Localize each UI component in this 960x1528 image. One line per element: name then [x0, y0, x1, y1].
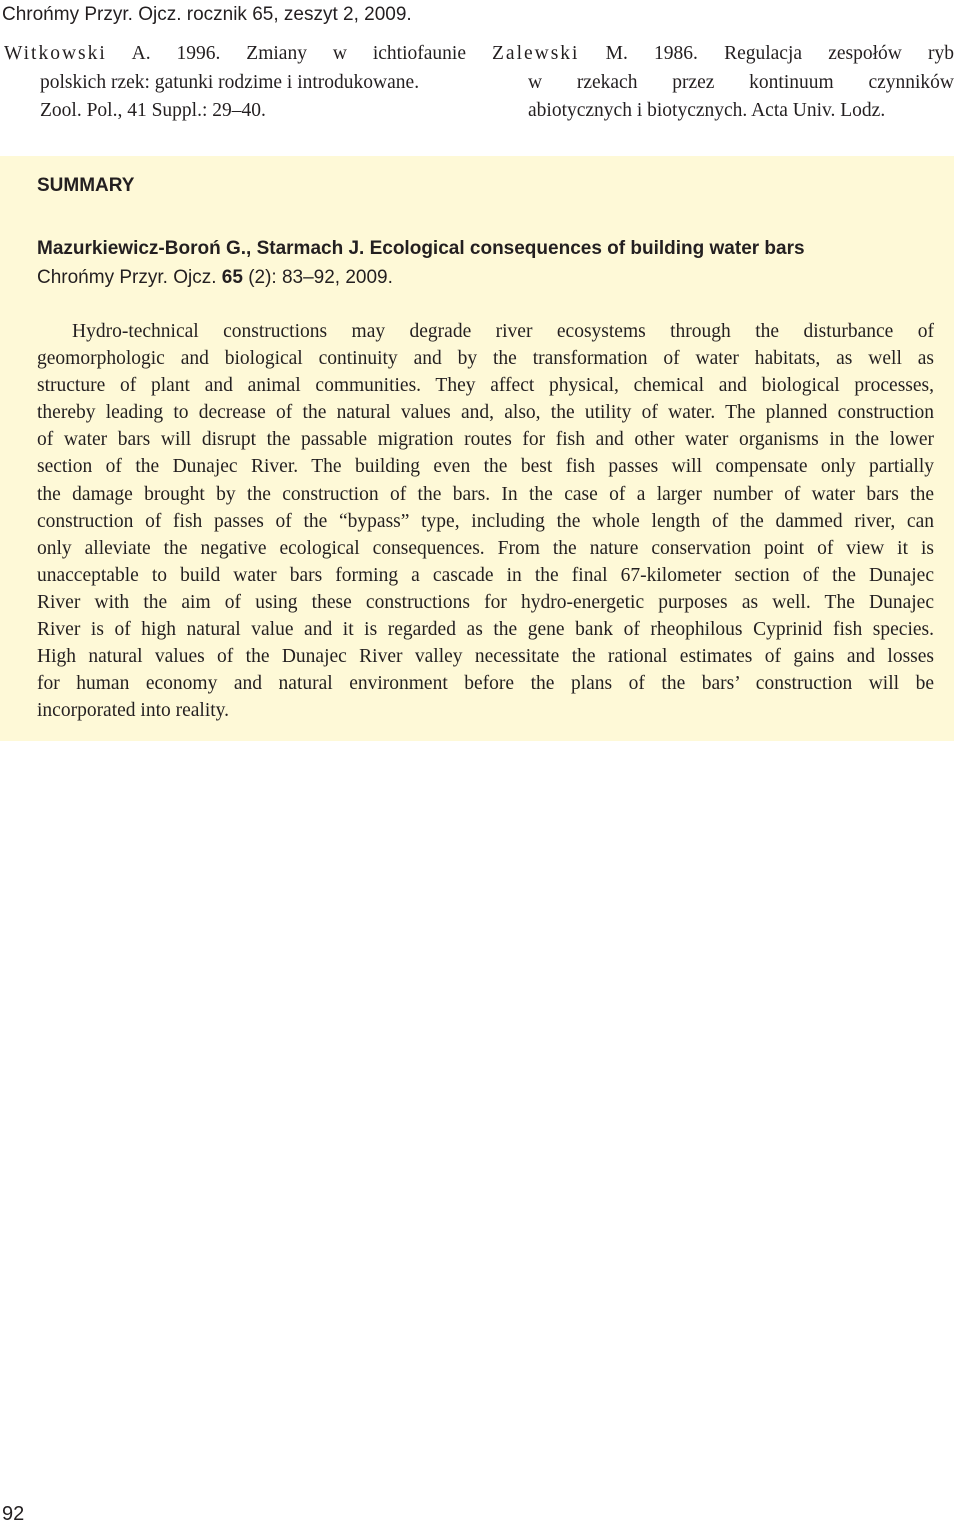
references-section — [0, 40, 960, 130]
reference-text: A. 1996. Zmiany w ichtiofaunie — [131, 43, 466, 64]
citation-volume: 65 — [221, 267, 243, 288]
reference-witkowski — [4, 40, 466, 126]
reference-text: M. 1986. Regulacja zespołów ryb — [605, 43, 954, 64]
abstract-line: High natural values of the Dunajec River valley necessitate the rational estimates of gains and losses — [37, 646, 934, 668]
abstract-line: River is of high natural value and it is regarded as the gene bank of rheophilous Cyprinid fish species. — [37, 619, 934, 641]
reference-author: Witkowski — [4, 43, 107, 64]
running-header: Chrońmy Przyr. Ojcz. rocznik 65, zeszyt 2, 2009. — [2, 4, 412, 25]
abstract-line: structure of plant and animal communities. They affect physical, chemical and biological processes, — [37, 375, 934, 397]
page-number: 92 — [2, 1503, 25, 1525]
reference-line: Zool. Pol., 41 Suppl.: 29–40. — [40, 100, 266, 121]
abstract-line: only alleviate the negative ecological consequences. From the nature conservation point of view it is — [37, 537, 934, 559]
abstract-text — [37, 318, 934, 724]
reference-author: Zalewski — [492, 43, 580, 64]
summary-citation — [37, 234, 805, 292]
reference-line: w rzekach przez kontinuum czynników — [528, 71, 954, 93]
reference-line: abiotycznych i biotycznych. Acta Univ. Lodz. — [528, 100, 886, 121]
abstract-line: River with the aim of using these constructions for hydro-energetic purposes as well. The Dunajec — [37, 591, 934, 613]
reference-line: polskich rzek: gatunki rodzime i introdukowane. — [40, 71, 420, 93]
abstract-line: incorporated into reality. — [37, 700, 230, 722]
abstract-line: of water bars will disrupt the passable migration routes for fish and other water organisms in the lower — [37, 429, 934, 451]
abstract-line: section of the Dunajec River. The building even the best fish passes will compensate only partially — [37, 456, 934, 478]
abstract-line: the damage brought by the construction of the bars. In the case of a larger number of water bars the — [37, 483, 934, 505]
abstract-line: for human economy and natural environment before the plans of the bars’ construction will be — [37, 673, 934, 695]
reference-line — [492, 40, 954, 69]
abstract-line: unacceptable to build water bars forming a cascade in the final 67-kilometer section of the Dunajec — [37, 564, 934, 586]
reference-zalewski — [492, 40, 954, 126]
abstract-line: thereby leading to decrease of the natural values and, also, the utility of water. The planned construction — [37, 402, 934, 424]
abstract-line: Hydro-technical constructions may degrade river ecosystems through the disturbance of — [72, 321, 934, 342]
abstract-line: geomorphologic and biological continuity and by the transformation of water habitats, as well as — [37, 348, 934, 370]
citation-journal: Chrońmy Przyr. Ojcz. — [37, 267, 217, 288]
reference-line — [4, 40, 466, 69]
citation-pages-year: (2): 83–92, 2009. — [248, 267, 393, 288]
summary-box — [0, 156, 954, 741]
summary-heading: SUMMARY — [37, 175, 135, 196]
abstract-line: construction of fish passes of the “bypass” type, including the whole length of the dammed river, can — [37, 510, 934, 532]
citation-authors-title: Mazurkiewicz-Boroń G., Starmach J. Ecological consequences of building water bars — [37, 238, 805, 259]
citation-source — [37, 263, 805, 292]
